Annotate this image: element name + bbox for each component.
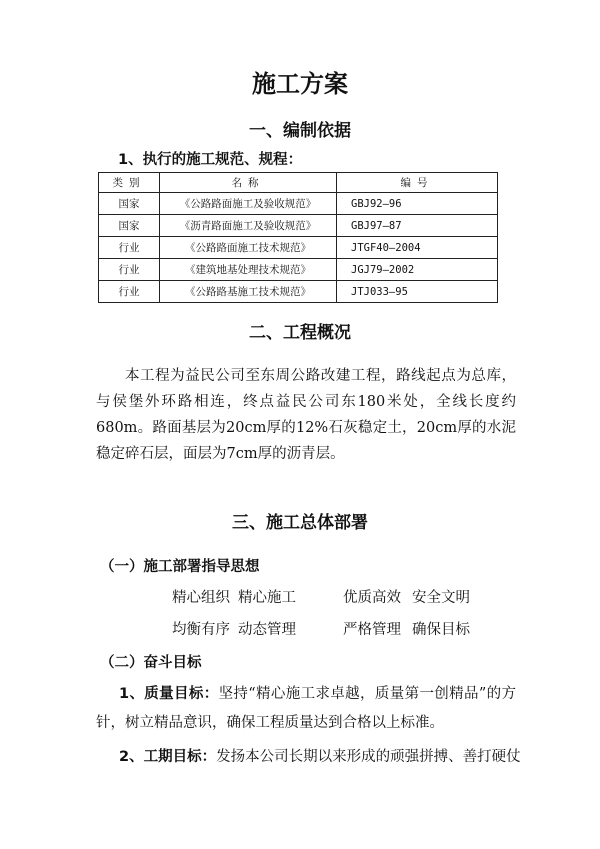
cell-name: 《公路路面施工及验收规范》 bbox=[160, 193, 337, 215]
schedule-goal-label: 2、工期目标： bbox=[119, 749, 217, 765]
subheading-goals: （二）奋斗目标 bbox=[100, 655, 202, 671]
cell-category: 国家 bbox=[99, 193, 160, 215]
quality-goal-text: 坚持“精心施工求卓越，质量第一创精品”的方针，树立精品意识，确保工程质量达到合格以上标准。 bbox=[96, 686, 516, 731]
table-row bbox=[99, 259, 498, 281]
cell-code: GBJ97—87 bbox=[337, 215, 498, 237]
table-row bbox=[99, 215, 498, 237]
norms-table bbox=[98, 172, 498, 303]
column-header-category: 类别 bbox=[99, 173, 160, 193]
principle-item: 严格管理 bbox=[343, 622, 401, 638]
cell-name: 《公路路基施工技术规范》 bbox=[160, 281, 337, 303]
cell-category: 行业 bbox=[99, 259, 160, 281]
table-header-row bbox=[99, 173, 498, 193]
principle-item: 精心施工 bbox=[238, 590, 296, 606]
cell-code: JTJ033—95 bbox=[337, 281, 498, 303]
table-row bbox=[99, 193, 498, 215]
document-title: 施工方案 bbox=[252, 70, 348, 98]
cell-code: JTGF40—2004 bbox=[337, 237, 498, 259]
quality-goal-label: 1、质量目标： bbox=[119, 686, 219, 702]
subheading-guiding-principles: （一）施工部署指导思想 bbox=[100, 559, 260, 575]
cell-name: 《建筑地基处理技术规范》 bbox=[160, 259, 337, 281]
section-heading-basis: 一、编制依据 bbox=[249, 121, 351, 141]
schedule-goal-text: 发扬本公司长期以来形成的顽强拼搏、善打硬仗 bbox=[216, 749, 521, 765]
section-heading-overview: 二、工程概况 bbox=[249, 323, 351, 343]
schedule-goal-line bbox=[119, 745, 521, 766]
cell-code: GBJ92—96 bbox=[337, 193, 498, 215]
quality-goal-paragraph bbox=[96, 680, 516, 738]
cell-category: 国家 bbox=[99, 215, 160, 237]
section-heading-deployment: 三、施工总体部署 bbox=[232, 513, 368, 533]
column-header-name: 名称 bbox=[160, 173, 337, 193]
cell-category: 行业 bbox=[99, 281, 160, 303]
principle-item: 安全文明 bbox=[412, 590, 470, 606]
table-row bbox=[99, 281, 498, 303]
principle-item: 优质高效 bbox=[343, 590, 401, 606]
subheading-norms: 1、执行的施工规范、规程： bbox=[118, 152, 303, 168]
cell-name: 《沥青路面施工及验收规范》 bbox=[160, 215, 337, 237]
cell-category: 行业 bbox=[99, 237, 160, 259]
overview-paragraph: 本工程为益民公司至东周公路改建工程，路线起点为总库，与侯堡外环路相连，终点益民公司东180米处，全线长度约680m。路面基层为20cm厚的12%石灰稳定土，20cm厚的水泥稳定碎石层，面层为7cm厚的沥青层。 bbox=[96, 368, 516, 462]
principle-item: 动态管理 bbox=[238, 622, 296, 638]
table-row bbox=[99, 237, 498, 259]
principle-item: 确保目标 bbox=[412, 622, 470, 638]
cell-code: JGJ79—2002 bbox=[337, 259, 498, 281]
column-header-code: 编号 bbox=[337, 173, 498, 193]
principle-item: 精心组织 bbox=[172, 590, 230, 606]
principle-item: 均衡有序 bbox=[172, 622, 230, 638]
cell-name: 《公路路面施工技术规范》 bbox=[160, 237, 337, 259]
